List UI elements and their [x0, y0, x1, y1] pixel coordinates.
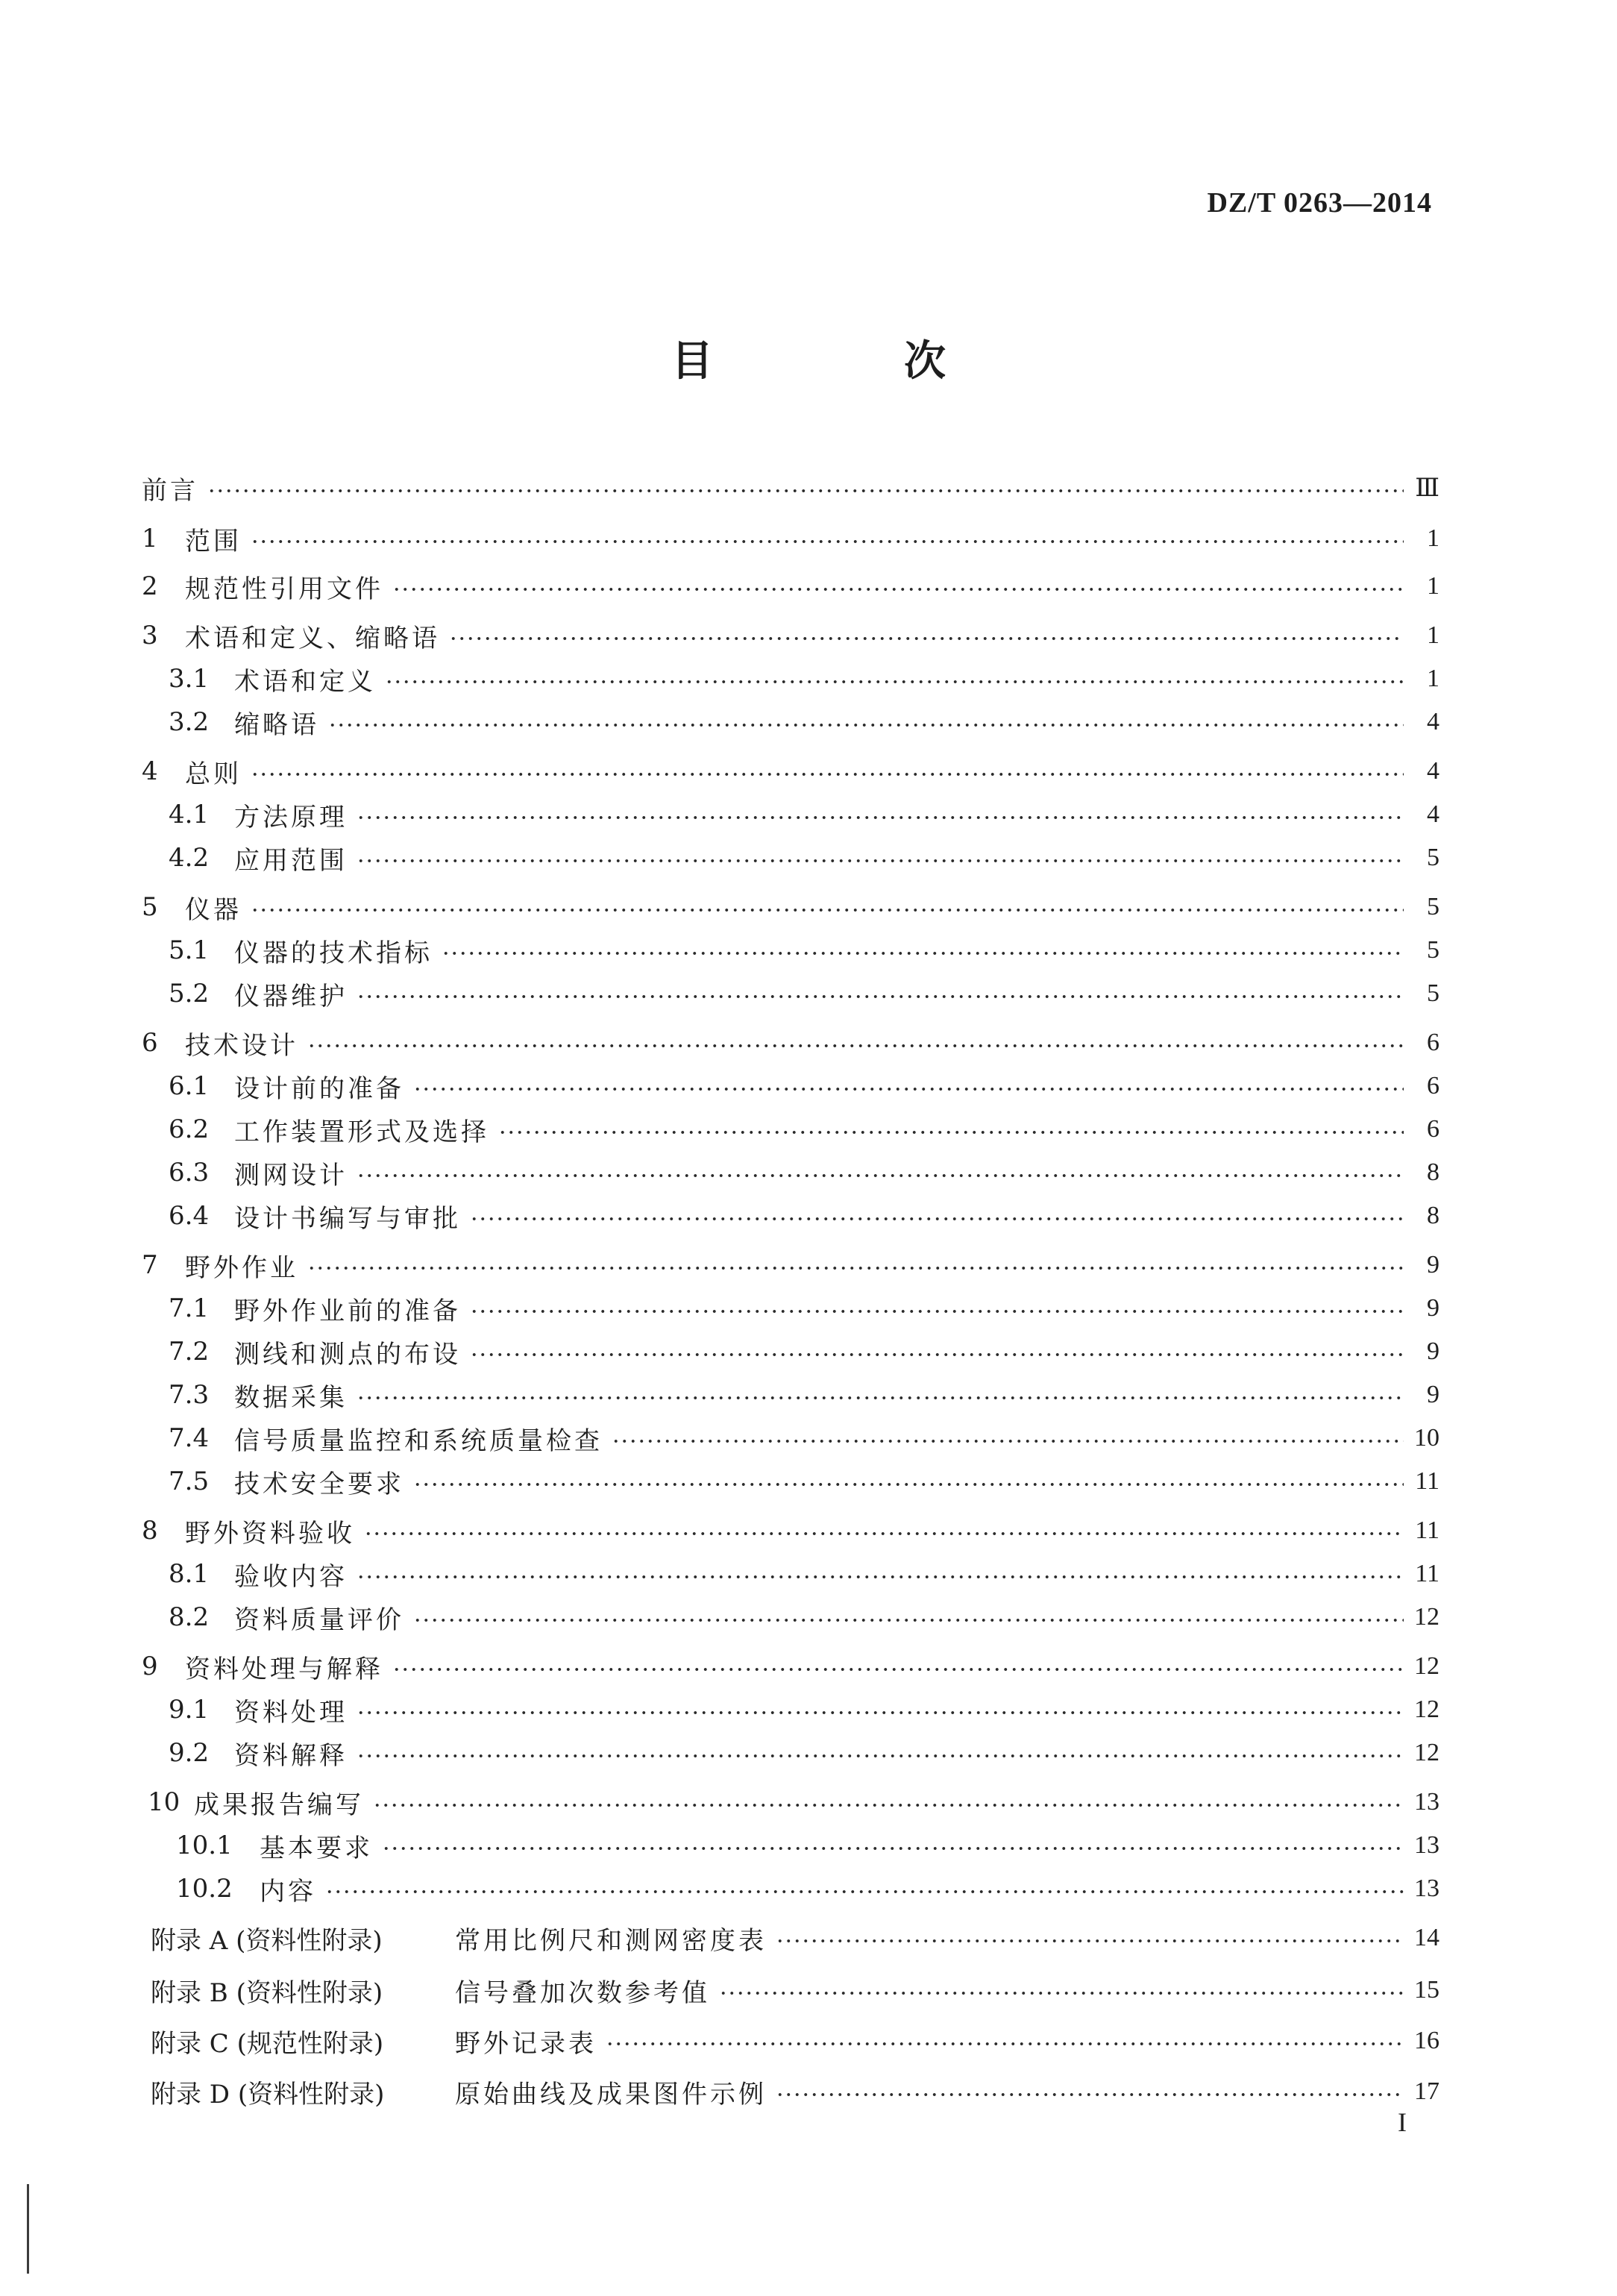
toc-page-number: 5: [1427, 844, 1439, 871]
toc-page-number: 1: [1427, 572, 1439, 600]
toc-page-number: 6: [1427, 1115, 1439, 1143]
toc-entry[interactable]: [142, 752, 1439, 791]
toc-title: 野外作业: [185, 1252, 298, 1283]
toc-page-number: 15: [1414, 1976, 1439, 2004]
toc-page-number: 5: [1427, 979, 1439, 1007]
toc-title: 应用范围: [234, 845, 348, 876]
toc-number: 2: [142, 571, 158, 601]
toc-title: 测网设计: [234, 1160, 348, 1191]
toc-number: 10: [148, 1787, 180, 1817]
toc-title: 仪器的技术指标: [234, 938, 433, 968]
dot-leader: [251, 538, 1404, 545]
toc-title: 信号叠加次数参考值: [455, 1977, 710, 2008]
toc-title: 仪器: [185, 894, 242, 925]
toc-page-number: 12: [1414, 1603, 1439, 1631]
toc-title: 范围: [185, 526, 242, 556]
dot-leader: [470, 1215, 1404, 1223]
toc-page-number: 12: [1414, 1652, 1439, 1680]
toc-subentry[interactable]: [169, 703, 1439, 741]
toc-page-number: 11: [1415, 1560, 1439, 1587]
dot-leader: [498, 1129, 1404, 1136]
toc-appendix-entry[interactable]: [151, 1971, 1439, 2010]
toc-title: 仪器维护: [234, 981, 348, 1011]
toc-number: 5.2: [169, 979, 210, 1009]
toc-title: 工作装置形式及选择: [234, 1117, 489, 1147]
toc-page-number: 10: [1414, 1424, 1439, 1452]
toc-title: 测线和测点的布设: [234, 1339, 461, 1370]
toc-page-number: 14: [1414, 1924, 1439, 1951]
toc-number: 7.5: [169, 1467, 210, 1496]
toc-title: 资料处理与解释: [185, 1654, 383, 1684]
toc-page-number: Ⅲ: [1415, 474, 1439, 502]
toc-number: 附录 C (规范性附录): [151, 2028, 384, 2059]
toc-subentry[interactable]: [169, 1289, 1439, 1328]
toc-page-number: 4: [1427, 708, 1439, 735]
toc-title: 术语和定义: [234, 666, 376, 697]
dot-leader: [392, 586, 1404, 593]
toc-subentry[interactable]: [169, 1376, 1439, 1414]
toc-number: 4.2: [169, 843, 210, 873]
toc-number: 7: [142, 1250, 158, 1280]
scan-margin-line: [27, 2184, 29, 2274]
toc-entry[interactable]: [142, 616, 1439, 655]
toc-title: 前言: [142, 475, 198, 506]
toc-entry[interactable]: [142, 1246, 1439, 1285]
toc-number: 附录 B (资料性附录): [151, 1977, 383, 2008]
toc-number: 5: [142, 892, 158, 922]
toc-number: 10.1: [176, 1831, 233, 1860]
dot-leader: [357, 1394, 1404, 1402]
toc-number: 5.1: [169, 935, 210, 965]
dot-leader: [328, 721, 1404, 729]
toc-title: 成果报告编写: [194, 1790, 364, 1820]
dot-leader: [470, 1351, 1404, 1358]
dot-leader: [307, 1042, 1404, 1050]
toc-page-number: 6: [1427, 1072, 1439, 1100]
page-number: I: [1398, 2107, 1407, 2137]
document-code: DZ/T 0263—2014: [1207, 187, 1432, 219]
dot-leader: [307, 1264, 1404, 1272]
dot-leader: [357, 814, 1404, 821]
dot-leader: [776, 1937, 1404, 1945]
dot-leader: [442, 950, 1404, 957]
dot-leader: [357, 1709, 1404, 1716]
toc-entry-foreword[interactable]: [142, 468, 1439, 507]
toc-title: 数据采集: [234, 1382, 348, 1413]
toc-number: 6.3: [169, 1158, 210, 1188]
dot-leader: [385, 678, 1404, 686]
toc-number: 7.4: [169, 1423, 210, 1453]
toc-number: 10.2: [176, 1874, 233, 1904]
toc-subentry[interactable]: [176, 1869, 1439, 1908]
toc-page-number: 4: [1427, 800, 1439, 828]
toc-appendix-entry[interactable]: [151, 2021, 1439, 2060]
toc-subentry[interactable]: [169, 1462, 1439, 1501]
toc-title: 野外记录表: [455, 2028, 597, 2059]
page-title: 目 次: [671, 337, 1020, 386]
dot-leader: [251, 771, 1404, 778]
dot-leader: [470, 1308, 1404, 1315]
toc-number: 9.1: [169, 1695, 210, 1725]
toc-number: 6.1: [169, 1071, 210, 1101]
toc-title: 资料解释: [234, 1740, 348, 1771]
toc-subentry[interactable]: [169, 659, 1439, 698]
toc-appendix-entry[interactable]: [151, 2072, 1439, 2111]
toc-page-number: 12: [1414, 1739, 1439, 1766]
toc-subentry[interactable]: [169, 1110, 1439, 1149]
toc-subentry[interactable]: [169, 1419, 1439, 1458]
toc-title: 缩略语: [234, 709, 319, 740]
toc-title: 术语和定义、缩略语: [185, 623, 440, 653]
dot-leader: [612, 1437, 1404, 1445]
dot-leader: [364, 1530, 1404, 1537]
toc-page-number: 8: [1427, 1158, 1439, 1186]
toc-number: 7.2: [169, 1337, 210, 1367]
toc-appendix-entry[interactable]: [151, 1919, 1439, 1957]
toc-subentry[interactable]: [169, 1598, 1439, 1637]
toc-page-number: 11: [1415, 1467, 1439, 1495]
toc-page-number: 16: [1414, 2027, 1439, 2054]
toc-number: 6: [142, 1028, 158, 1058]
dot-leader: [357, 993, 1404, 1000]
dot-leader: [413, 1481, 1404, 1488]
toc-title: 野外资料验收: [185, 1518, 355, 1549]
toc-number: 7.1: [169, 1293, 210, 1323]
dot-leader: [357, 1172, 1404, 1179]
toc-number: 1: [142, 524, 158, 553]
dot-leader: [413, 1616, 1404, 1624]
toc-title: 野外作业前的准备: [234, 1296, 461, 1326]
toc-page-number: 5: [1427, 893, 1439, 920]
toc-subentry[interactable]: [169, 974, 1439, 1013]
toc-subentry[interactable]: [169, 1690, 1439, 1729]
toc-page-number: 9: [1427, 1294, 1439, 1322]
toc-page-number: 8: [1427, 1202, 1439, 1229]
toc-number: 6.4: [169, 1201, 210, 1231]
dot-leader: [449, 635, 1404, 642]
toc-number: 3: [142, 621, 158, 650]
toc-number: 附录 A (资料性附录): [151, 1925, 383, 1956]
toc-title: 基本要求: [260, 1833, 373, 1863]
toc-page-number: 13: [1414, 1788, 1439, 1816]
toc-title: 设计书编写与审批: [234, 1203, 461, 1234]
toc-page-number: 9: [1427, 1337, 1439, 1365]
toc-title: 资料处理: [234, 1697, 348, 1728]
toc-number: 4.1: [169, 800, 210, 829]
toc-number: 9: [142, 1652, 158, 1681]
toc-number: 4: [142, 756, 158, 786]
dot-leader: [207, 487, 1404, 495]
dot-leader: [606, 2040, 1404, 2048]
toc-page-number: 9: [1427, 1251, 1439, 1279]
dot-leader: [382, 1845, 1404, 1852]
toc-subentry[interactable]: [169, 1332, 1439, 1371]
dot-leader: [776, 2091, 1404, 2098]
dot-leader: [719, 1989, 1404, 1997]
toc-title: 原始曲线及成果图件示例: [455, 2079, 767, 2110]
dot-leader: [413, 1085, 1404, 1093]
toc-entry[interactable]: [142, 567, 1439, 606]
dot-leader: [357, 1573, 1404, 1581]
toc-title: 验收内容: [234, 1561, 348, 1592]
toc-subentry[interactable]: [169, 838, 1439, 877]
toc-title: 技术设计: [185, 1030, 298, 1061]
toc-number: 3.2: [169, 707, 210, 737]
toc-subentry[interactable]: [169, 1555, 1439, 1593]
toc-page-number: 1: [1427, 524, 1439, 552]
dot-leader: [392, 1666, 1404, 1673]
dot-leader: [325, 1888, 1404, 1895]
toc-number: 9.2: [169, 1738, 210, 1768]
toc-subentry[interactable]: [169, 1153, 1439, 1192]
toc-page-number: 1: [1427, 665, 1439, 692]
toc-page-number: 5: [1427, 936, 1439, 964]
toc-number: 附录 D (资料性附录): [151, 2079, 385, 2110]
toc-page-number: 12: [1414, 1696, 1439, 1723]
toc-title: 资料质量评价: [234, 1605, 404, 1635]
toc-entry[interactable]: [142, 519, 1439, 558]
toc-subentry[interactable]: [169, 931, 1439, 970]
toc-number: 8.1: [169, 1559, 210, 1589]
toc-number: 8: [142, 1516, 158, 1546]
toc-subentry[interactable]: [169, 1734, 1439, 1772]
toc-entry[interactable]: [142, 888, 1439, 926]
toc-number: 3.1: [169, 664, 210, 694]
toc-title: 内容: [260, 1876, 316, 1907]
toc-number: 6.2: [169, 1114, 210, 1144]
dot-leader: [373, 1801, 1404, 1809]
toc-entry[interactable]: [148, 1783, 1439, 1822]
toc-entry[interactable]: [142, 1023, 1439, 1062]
toc-page-number: 11: [1415, 1516, 1439, 1544]
toc-subentry[interactable]: [176, 1826, 1439, 1865]
toc-title: 总则: [185, 759, 242, 789]
toc-page-number: 9: [1427, 1381, 1439, 1408]
toc-page-number: 13: [1414, 1831, 1439, 1859]
toc-title: 常用比例尺和测网密度表: [455, 1925, 767, 1956]
toc-number: 8.2: [169, 1602, 210, 1632]
toc-title: 信号质量监控和系统质量检查: [234, 1425, 603, 1456]
toc-page-number: 1: [1427, 621, 1439, 649]
toc-title: 规范性引用文件: [185, 574, 383, 604]
toc-title: 技术安全要求: [234, 1469, 404, 1499]
toc-subentry[interactable]: [169, 795, 1439, 834]
toc-entry[interactable]: [142, 1647, 1439, 1686]
toc-page-number: 13: [1414, 1875, 1439, 1902]
toc-page-number: 17: [1414, 2077, 1439, 2105]
toc-page-number: 6: [1427, 1029, 1439, 1056]
toc-subentry[interactable]: [169, 1196, 1439, 1235]
toc-entry[interactable]: [142, 1511, 1439, 1550]
toc-subentry[interactable]: [169, 1067, 1439, 1105]
toc-page-number: 4: [1427, 757, 1439, 785]
toc-title: 方法原理: [234, 802, 348, 832]
toc-title: 设计前的准备: [234, 1073, 404, 1104]
dot-leader: [357, 857, 1404, 865]
dot-leader: [357, 1752, 1404, 1760]
dot-leader: [251, 906, 1404, 914]
toc-number: 7.3: [169, 1380, 210, 1410]
